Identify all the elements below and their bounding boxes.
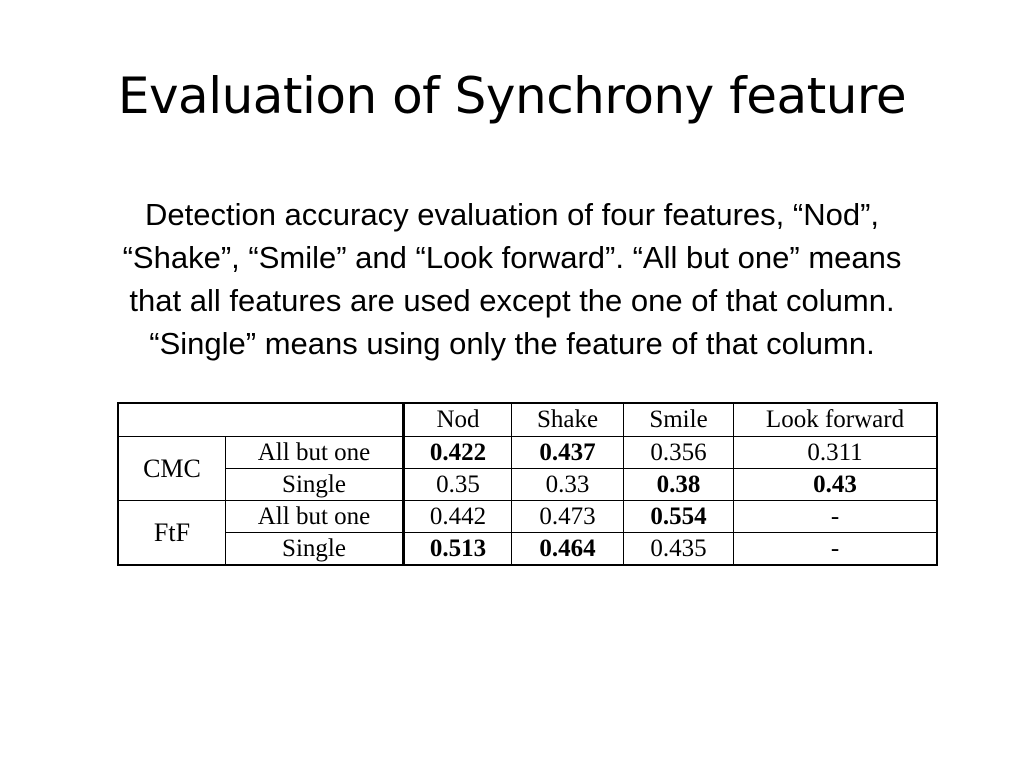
header-nod: Nod	[404, 403, 512, 437]
table-row	[118, 533, 937, 566]
value-cell: 0.422	[404, 437, 512, 469]
value-cell: 0.437	[512, 437, 624, 469]
value-cell: 0.38	[624, 469, 734, 501]
value-cell: 0.435	[624, 533, 734, 566]
value-cell: 0.356	[624, 437, 734, 469]
value-cell: 0.513	[404, 533, 512, 566]
value-cell: 0.33	[512, 469, 624, 501]
header-empty-cell	[118, 403, 404, 437]
value-cell: 0.43	[734, 469, 938, 501]
results-table-container	[117, 402, 938, 566]
table-row	[118, 501, 937, 533]
results-table	[117, 402, 938, 566]
table-caption	[60, 193, 964, 365]
caption-line: that all features are used except the one of that column.	[129, 283, 895, 318]
value-cell: 0.35	[404, 469, 512, 501]
header-look-forward: Look forward	[734, 403, 938, 437]
group-cmc: CMC	[118, 437, 226, 501]
value-cell: 0.442	[404, 501, 512, 533]
method-cell: All but one	[226, 437, 404, 469]
value-cell: 0.554	[624, 501, 734, 533]
value-cell: 0.311	[734, 437, 938, 469]
table-header-row	[118, 403, 937, 437]
caption-line: “Shake”, “Smile” and “Look forward”. “All but one” means	[122, 240, 902, 275]
value-cell: 0.464	[512, 533, 624, 566]
value-cell: 0.473	[512, 501, 624, 533]
table-row	[118, 437, 937, 469]
method-cell: All but one	[226, 501, 404, 533]
value-cell: -	[734, 533, 938, 566]
caption-line: Detection accuracy evaluation of four features, “Nod”,	[144, 197, 880, 232]
caption-line: “Single” means using only the feature of that column.	[149, 326, 875, 361]
slide-title: Evaluation of Synchrony feature	[117, 67, 907, 125]
header-shake: Shake	[512, 403, 624, 437]
method-cell: Single	[226, 469, 404, 501]
group-ftf: FtF	[118, 501, 226, 566]
header-smile: Smile	[624, 403, 734, 437]
table-row	[118, 469, 937, 501]
method-cell: Single	[226, 533, 404, 566]
value-cell: -	[734, 501, 938, 533]
